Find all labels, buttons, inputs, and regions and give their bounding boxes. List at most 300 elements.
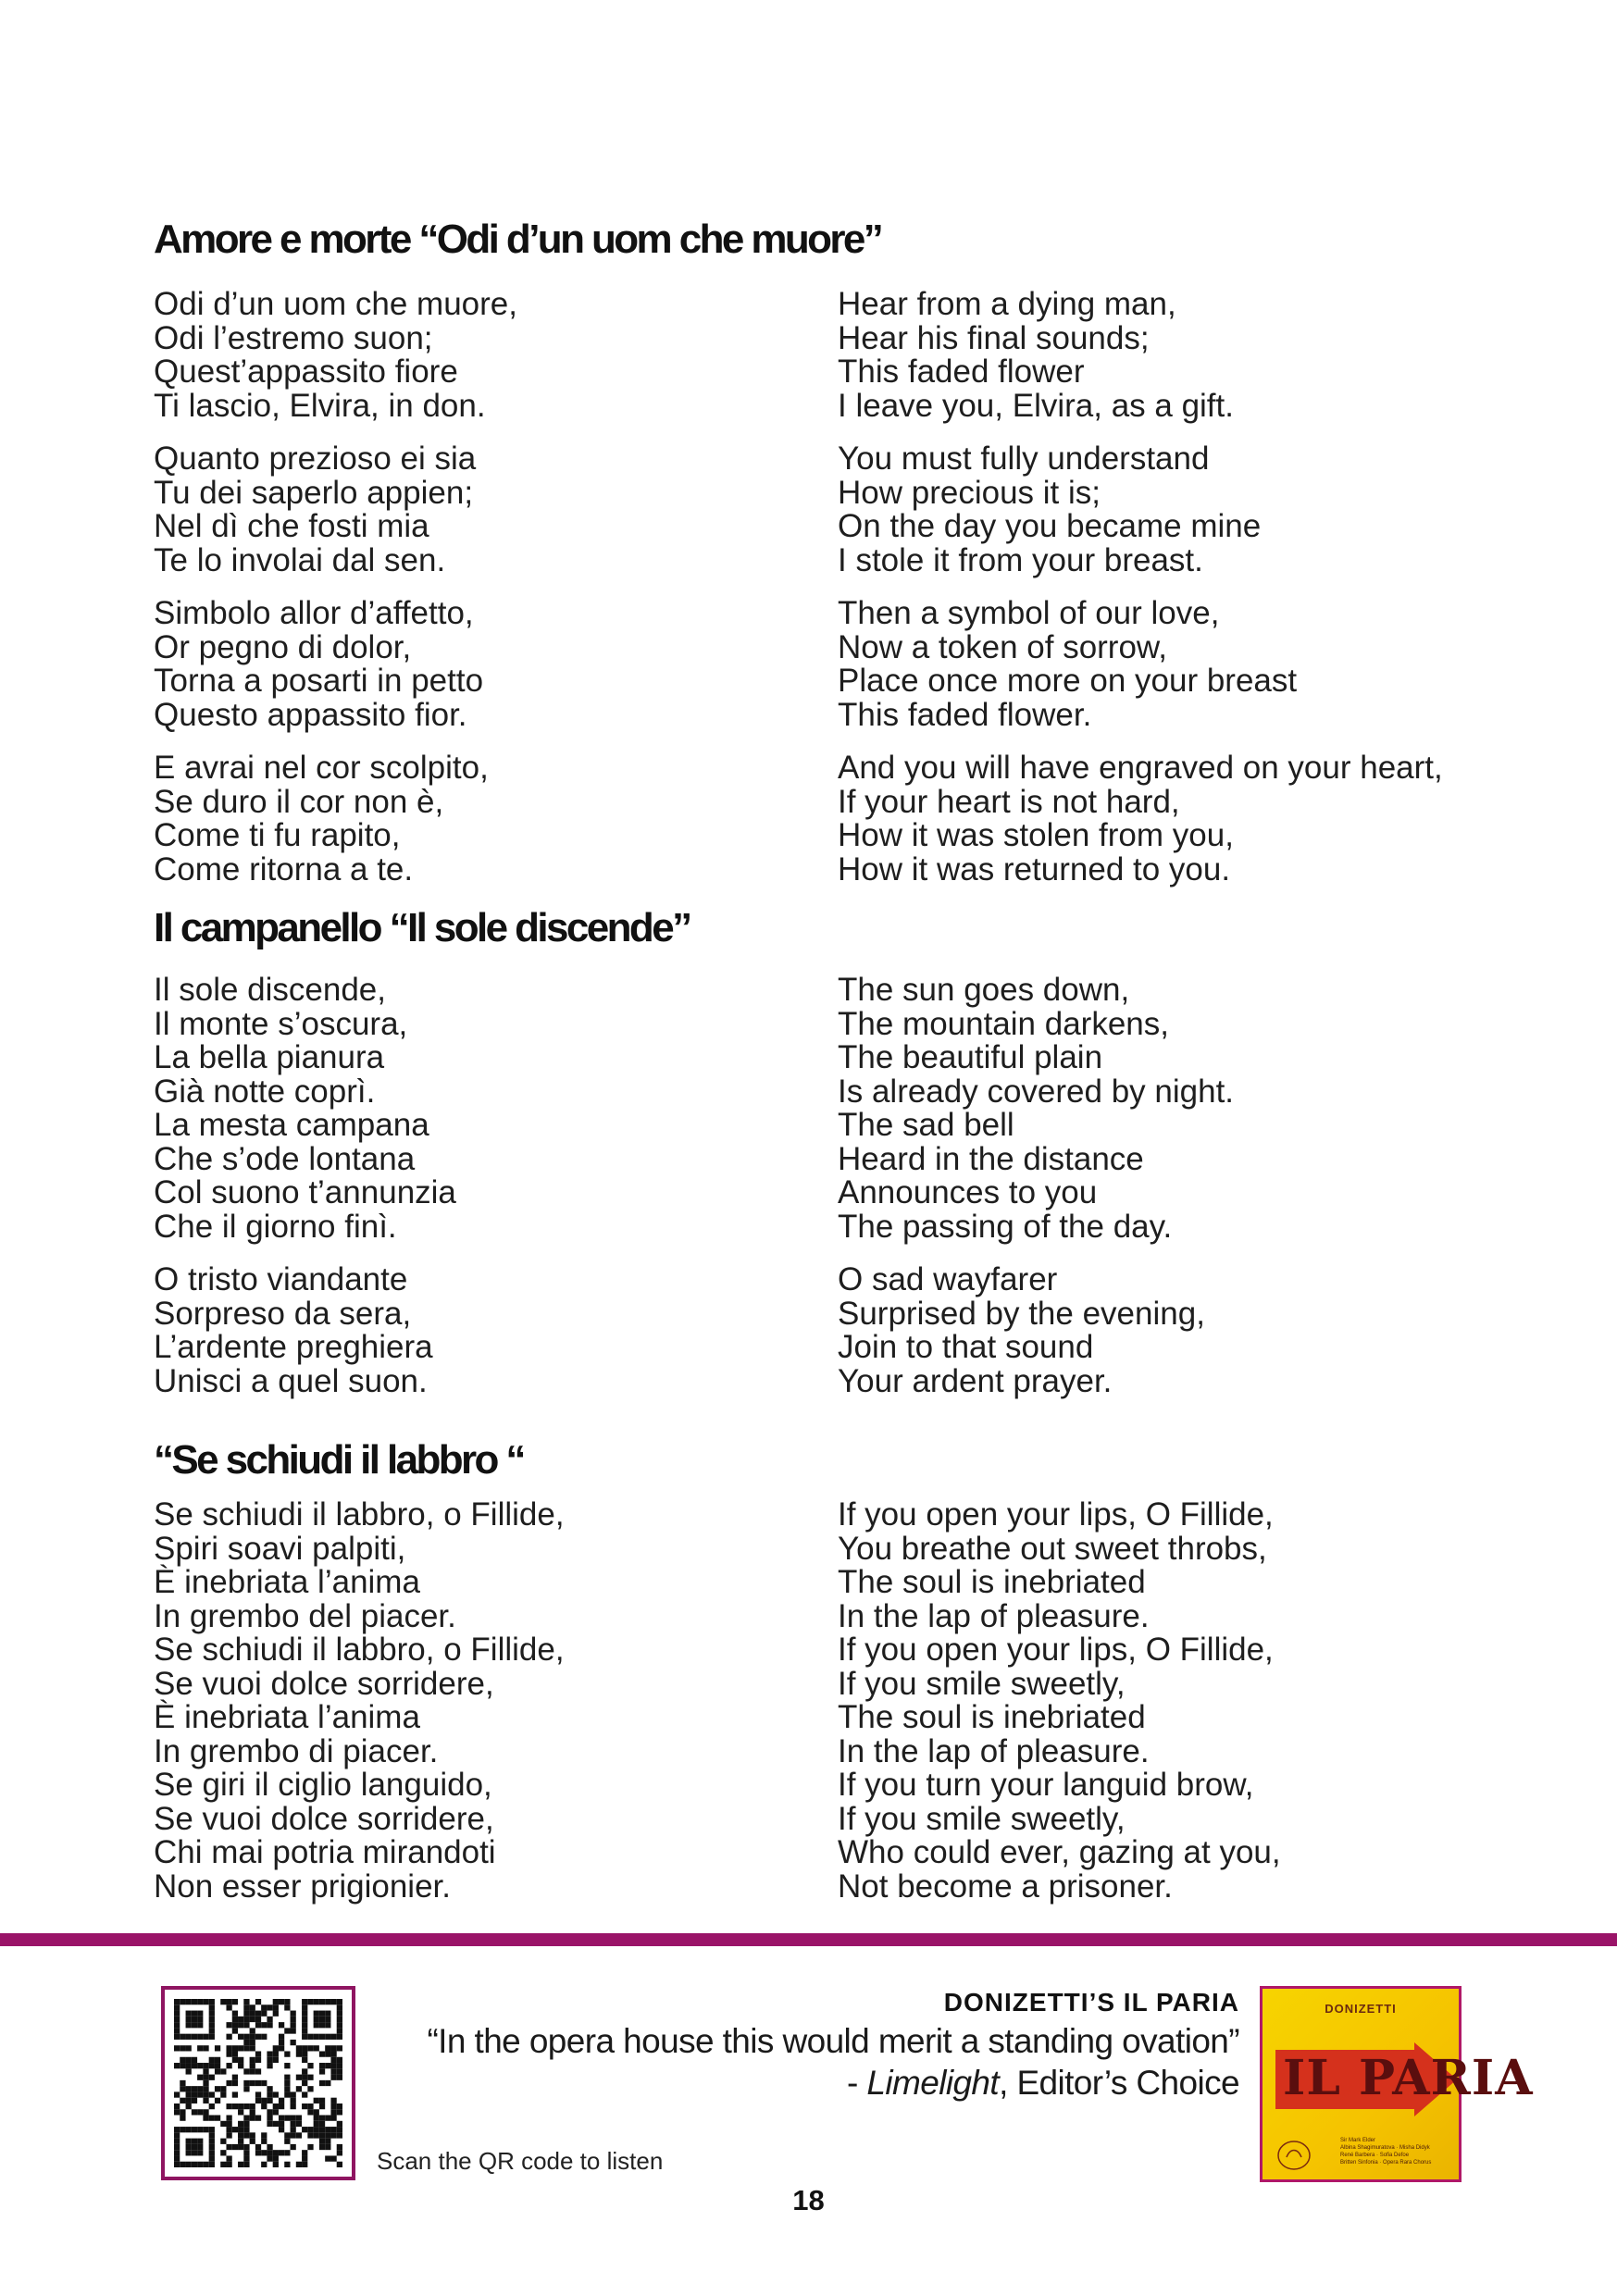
qr-module	[174, 2144, 180, 2150]
lyric-line: Surprised by the evening,	[838, 1295, 1205, 1332]
qr-module	[232, 2075, 238, 2080]
qr-module	[232, 2080, 238, 2086]
lyric-line: Se schiudi il labbro, o Fillide,	[154, 1496, 565, 1533]
lyric-line: The beautiful plain	[838, 1039, 1103, 1075]
qr-module	[337, 2004, 342, 2010]
qr-module	[255, 2051, 261, 2056]
qr-module	[325, 2011, 330, 2017]
qr-module	[226, 2051, 231, 2056]
qr-module	[261, 2034, 267, 2040]
qr-module	[209, 2162, 215, 2167]
qr-module	[203, 2034, 208, 2040]
lyric-line: If you smile sweetly,	[838, 1665, 1126, 1702]
qr-module	[243, 2034, 249, 2040]
qr-module	[279, 2098, 284, 2104]
lyric-line: How it was stolen from you,	[838, 817, 1234, 853]
qr-module	[232, 2104, 238, 2109]
qr-module	[261, 2139, 267, 2144]
qr-module	[255, 2098, 261, 2104]
lyric-line: Odi d’un uom che muore,	[154, 286, 517, 322]
qr-module	[314, 2045, 319, 2051]
qr-module	[319, 2098, 325, 2104]
qr-module	[209, 2011, 215, 2017]
qr-module	[186, 2017, 192, 2022]
qr-module	[226, 2116, 231, 2121]
qr-module	[197, 1999, 203, 2004]
qr-module	[330, 2155, 336, 2161]
qr-module	[238, 2057, 243, 2063]
qr-module	[226, 2121, 231, 2127]
qr-module	[337, 2132, 342, 2138]
lyric-line: Come ritorna a te.	[154, 850, 414, 887]
qr-module	[319, 2068, 325, 2074]
qr-module	[307, 2086, 313, 2091]
song-title: “Se schiudi il labbro “	[154, 1437, 524, 1483]
qr-module	[186, 1999, 192, 2004]
qr-module	[325, 2017, 330, 2022]
qr-module	[279, 2045, 284, 2051]
qr-module	[203, 2063, 208, 2068]
qr-module	[302, 2004, 307, 2010]
lyric-line: Che il giorno finì.	[154, 1208, 397, 1245]
qr-module	[279, 2150, 284, 2155]
qr-module	[296, 2045, 302, 2051]
lyric-line: And you will have engraved on your heart,	[838, 750, 1443, 786]
lyric-line: Not become a prisoner.	[838, 1868, 1173, 1905]
qr-module	[337, 2022, 342, 2028]
qr-module	[238, 2034, 243, 2040]
qr-module	[215, 2057, 220, 2063]
qr-module	[226, 2004, 231, 2010]
qr-module	[238, 2127, 243, 2132]
qr-module	[319, 2116, 325, 2121]
lyric-line: Sorpreso da sera,	[154, 1295, 412, 1332]
qr-module	[250, 2109, 255, 2115]
qr-module	[192, 2057, 197, 2063]
qr-module	[232, 2091, 238, 2097]
qr-module	[220, 2121, 226, 2127]
qr-module	[186, 2022, 192, 2028]
qr-module	[197, 2017, 203, 2022]
qr-module	[261, 2132, 267, 2138]
qr-module	[314, 2116, 319, 2121]
lyric-line: Hear his final sounds;	[838, 319, 1150, 356]
qr-module	[174, 2045, 180, 2051]
stanza	[838, 288, 1443, 423]
credit-line: Albina Shagimuratova · Misha Didyk	[1340, 2145, 1430, 2151]
stanza	[154, 597, 517, 732]
qr-module	[302, 1999, 307, 2004]
qr-module	[186, 2063, 192, 2068]
qr-module	[226, 2022, 231, 2028]
italian-text	[154, 1498, 565, 1923]
qr-module	[192, 2034, 197, 2040]
qr-module	[314, 2022, 319, 2028]
qr-module	[284, 2004, 290, 2010]
qr-module	[279, 2121, 284, 2127]
qr-module	[319, 2080, 325, 2086]
qr-module	[255, 2116, 261, 2121]
lyric-line: If you smile sweetly,	[838, 1800, 1126, 1837]
lyric-line: The mountain darkens,	[838, 1005, 1169, 1042]
qr-module	[180, 2116, 185, 2121]
qr-module	[337, 2109, 342, 2115]
qr-module	[319, 2144, 325, 2150]
qr-module	[261, 2150, 267, 2155]
lyric-line: La bella pianura	[154, 1039, 385, 1075]
qr-module	[273, 2150, 279, 2155]
lyric-line: Se vuoi dolce sorridere,	[154, 1665, 494, 1702]
qr-module	[319, 2127, 325, 2132]
qr-module	[209, 1999, 215, 2004]
qr-module	[174, 2104, 180, 2109]
qr-module	[250, 2057, 255, 2063]
qr-module	[279, 2034, 284, 2040]
qr-module	[180, 2127, 185, 2132]
qr-module	[238, 2017, 243, 2022]
qr-module	[330, 2057, 336, 2063]
qr-module	[250, 2004, 255, 2010]
qr-module	[220, 2150, 226, 2155]
qr-module	[267, 2063, 272, 2068]
qr-module	[186, 2045, 192, 2051]
qr-module	[302, 2075, 307, 2080]
qr-module	[296, 2121, 302, 2127]
qr-module	[302, 2162, 307, 2167]
qr-module	[314, 2127, 319, 2132]
qr-module	[226, 1999, 231, 2004]
qr-module	[261, 2098, 267, 2104]
lyric-line: Quanto prezioso ei sia	[154, 441, 477, 477]
qr-module	[215, 2045, 220, 2051]
qr-module	[337, 2028, 342, 2033]
qr-module	[279, 2104, 284, 2109]
lyric-line: Announces to you	[838, 1174, 1098, 1210]
qr-module	[238, 2022, 243, 2028]
qr-module	[325, 2045, 330, 2051]
review-quote: “In the opera house this would merit a standing ovation”	[427, 2022, 1239, 2060]
qr-module	[325, 2063, 330, 2068]
qr-code-pattern	[174, 1999, 342, 2167]
stanza	[154, 751, 517, 887]
qr-module	[279, 2116, 284, 2121]
qr-module	[192, 2098, 197, 2104]
qr-module	[273, 2104, 279, 2109]
qr-module	[209, 2057, 215, 2063]
qr-code[interactable]	[161, 1986, 355, 2180]
qr-module	[325, 2132, 330, 2138]
qr-module	[314, 2109, 319, 2115]
qr-module	[243, 2150, 249, 2155]
qr-module	[273, 2051, 279, 2056]
qr-module	[209, 2028, 215, 2033]
qr-module	[302, 2028, 307, 2033]
qr-module	[284, 1999, 290, 2004]
lyric-line: If you turn your languid brow,	[838, 1767, 1254, 1803]
qr-module	[243, 2162, 249, 2167]
qr-module	[330, 2068, 336, 2074]
qr-module	[232, 2057, 238, 2063]
qr-module	[186, 2150, 192, 2155]
qr-module	[232, 2022, 238, 2028]
qr-module	[337, 2127, 342, 2132]
qr-module	[209, 2063, 215, 2068]
qr-module	[250, 2063, 255, 2068]
qr-module	[220, 2139, 226, 2144]
qr-module	[232, 2127, 238, 2132]
qr-module	[337, 1999, 342, 2004]
qr-module	[337, 2104, 342, 2109]
lyric-line: The soul is inebriated	[838, 1699, 1146, 1735]
qr-module	[243, 2121, 249, 2127]
qr-module	[302, 2011, 307, 2017]
lyric-line: Te lo involai dal sen.	[154, 541, 446, 578]
qr-module	[180, 2109, 185, 2115]
lyric-line: Che s’ode lontana	[154, 1140, 416, 1177]
qr-module	[330, 2075, 336, 2080]
qr-module	[215, 2116, 220, 2121]
qr-module	[197, 2075, 203, 2080]
lyric-line: Heard in the distance	[838, 1140, 1144, 1177]
qr-module	[238, 2132, 243, 2138]
qr-module	[243, 2022, 249, 2028]
qr-module	[337, 2045, 342, 2051]
qr-module	[314, 2034, 319, 2040]
qr-module	[243, 2104, 249, 2109]
lyric-line: You breathe out sweet throbs,	[838, 1530, 1267, 1567]
qr-module	[209, 2155, 215, 2161]
qr-module	[250, 2104, 255, 2109]
qr-module	[307, 2075, 313, 2080]
lyric-line: Hear from a dying man,	[838, 286, 1176, 322]
qr-module	[174, 2017, 180, 2022]
qr-module	[197, 2127, 203, 2132]
qr-module	[250, 2011, 255, 2017]
qr-module	[337, 2057, 342, 2063]
lyric-line: Il monte s’oscura,	[154, 1005, 408, 1042]
qr-module	[267, 2144, 272, 2150]
qr-module	[302, 2091, 307, 2097]
qr-module	[267, 2086, 272, 2091]
qr-module	[180, 2086, 185, 2091]
qr-module	[192, 2017, 197, 2022]
lyric-line: Join to that sound	[838, 1329, 1094, 1365]
opera-rara-logo	[1275, 2139, 1312, 2172]
qr-module	[255, 2068, 261, 2074]
qr-module	[174, 2162, 180, 2167]
qr-module	[243, 2155, 249, 2161]
qr-module	[273, 2004, 279, 2010]
qr-module	[226, 2063, 231, 2068]
qr-module	[238, 2144, 243, 2150]
qr-module	[291, 2127, 296, 2132]
qr-module	[197, 2045, 203, 2051]
qr-module	[330, 2127, 336, 2132]
qr-module	[337, 2063, 342, 2068]
lyric-line: Spiri soavi palpiti,	[154, 1530, 406, 1567]
qr-module	[238, 2139, 243, 2144]
lyric-line: Now a token of sorrow,	[838, 628, 1167, 665]
lyric-line: Non esser prigionier.	[154, 1868, 451, 1905]
lyric-line: Chi mai potria mirandoti	[154, 1834, 496, 1870]
qr-module	[325, 2155, 330, 2161]
qr-module	[220, 2162, 226, 2167]
qr-module	[273, 2162, 279, 2167]
qr-module	[209, 2104, 215, 2109]
lyric-line: Your ardent prayer.	[838, 1362, 1113, 1399]
qr-module	[232, 1999, 238, 2004]
qr-module	[209, 2144, 215, 2150]
qr-module	[192, 2150, 197, 2155]
qr-module	[267, 2116, 272, 2121]
lyric-line: L’ardente preghiera	[154, 1329, 433, 1365]
stanza	[838, 442, 1443, 577]
lyric-line: The passing of the day.	[838, 1208, 1173, 1245]
qr-module	[174, 2004, 180, 2010]
lyric-line: You must fully understand	[838, 441, 1210, 477]
qr-module	[192, 2144, 197, 2150]
qr-module	[220, 2091, 226, 2097]
lyric-line: Il sole discende,	[154, 972, 386, 1008]
qr-module	[279, 2022, 284, 2028]
qr-module	[267, 2098, 272, 2104]
stanza	[154, 288, 517, 423]
qr-module	[209, 2017, 215, 2022]
qr-module	[314, 2132, 319, 2138]
qr-module	[307, 2127, 313, 2132]
lyric-line: Who could ever, gazing at you,	[838, 1834, 1281, 1870]
qr-module	[203, 2075, 208, 2080]
qr-module	[325, 2080, 330, 2086]
qr-module	[261, 2011, 267, 2017]
qr-module	[273, 2109, 279, 2115]
qr-module	[319, 2017, 325, 2022]
qr-module	[279, 2127, 284, 2132]
qr-module	[232, 2011, 238, 2017]
qr-module	[238, 2045, 243, 2051]
qr-module	[186, 2162, 192, 2167]
qr-module	[192, 2127, 197, 2132]
qr-module	[261, 2004, 267, 2010]
qr-module	[250, 2034, 255, 2040]
qr-module	[296, 2132, 302, 2138]
qr-module	[267, 2017, 272, 2022]
qr-module	[209, 2139, 215, 2144]
qr-module	[174, 2091, 180, 2097]
qr-module	[255, 2057, 261, 2063]
lyric-line: È inebriata l’anima	[154, 1699, 420, 1735]
qr-module	[255, 2080, 261, 2086]
qr-module	[330, 2104, 336, 2109]
qr-module	[215, 2068, 220, 2074]
qr-module	[192, 2139, 197, 2144]
citation-suffix: , Editor’s Choice	[999, 2064, 1239, 2102]
stanza	[154, 442, 517, 577]
qr-module	[302, 2068, 307, 2074]
qr-module	[273, 2121, 279, 2127]
citation-prefix: -	[847, 2064, 867, 2102]
qr-module	[250, 2045, 255, 2051]
album-title: IL PARIA	[1283, 2050, 1534, 2106]
qr-module	[238, 2121, 243, 2127]
qr-module	[174, 2034, 180, 2040]
qr-module	[174, 2028, 180, 2033]
qr-module	[296, 2116, 302, 2121]
qr-module	[203, 2109, 208, 2115]
qr-module	[250, 2040, 255, 2045]
lyric-line: Is already covered by night.	[838, 1073, 1235, 1110]
qr-module	[307, 2034, 313, 2040]
qr-module	[243, 2144, 249, 2150]
lyric-line: Questo appassito fior.	[154, 696, 467, 733]
qr-module	[314, 2121, 319, 2127]
qr-module	[209, 2150, 215, 2155]
qr-module	[330, 2132, 336, 2138]
qr-module	[319, 2132, 325, 2138]
qr-module	[273, 2155, 279, 2161]
qr-module	[180, 1999, 185, 2004]
qr-module	[302, 2034, 307, 2040]
review-citation	[847, 2064, 1239, 2103]
qr-module	[209, 2091, 215, 2097]
qr-module	[226, 2155, 231, 2161]
qr-module	[307, 2104, 313, 2109]
qr-module	[314, 2017, 319, 2022]
qr-module	[209, 2127, 215, 2132]
song-title: Amore e morte “Odi d’un uom che muore”	[154, 217, 882, 262]
qr-module	[226, 2104, 231, 2109]
qr-module	[291, 2098, 296, 2104]
qr-module	[302, 2127, 307, 2132]
qr-module	[296, 2086, 302, 2091]
qr-module	[291, 2132, 296, 2138]
qr-module	[319, 2139, 325, 2144]
credit-line: René Barbera · Sofia Defoe	[1340, 2153, 1410, 2158]
qr-module	[186, 2098, 192, 2104]
qr-module	[284, 2139, 290, 2144]
qr-module	[243, 2132, 249, 2138]
qr-module	[250, 2068, 255, 2074]
qr-module	[250, 2028, 255, 2033]
qr-module	[325, 2022, 330, 2028]
qr-module	[203, 2127, 208, 2132]
qr-module	[243, 2040, 249, 2045]
album-cover[interactable]	[1260, 1986, 1534, 2182]
qr-module	[319, 2121, 325, 2127]
qr-module	[284, 2132, 290, 2138]
qr-module	[186, 2011, 192, 2017]
stanza	[154, 1498, 565, 1904]
lyric-line: È inebriata l’anima	[154, 1564, 420, 1600]
qr-module	[291, 2104, 296, 2109]
qr-module	[215, 2063, 220, 2068]
qr-module	[307, 2132, 313, 2138]
qr-module	[232, 2051, 238, 2056]
qr-module	[325, 2127, 330, 2132]
qr-module	[186, 2139, 192, 2144]
qr-module	[209, 2116, 215, 2121]
qr-module	[255, 1999, 261, 2004]
lyric-line: La mesta campana	[154, 1107, 429, 1143]
qr-module	[243, 2011, 249, 2017]
lyric-line: The sad bell	[838, 1107, 1014, 1143]
qr-module	[174, 2155, 180, 2161]
qr-module	[284, 2091, 290, 2097]
citation-source: Limelight	[866, 2064, 1000, 2102]
qr-module	[203, 2116, 208, 2121]
lyric-line: Torna a posarti in petto	[154, 663, 484, 699]
album-credits	[1340, 2137, 1431, 2166]
